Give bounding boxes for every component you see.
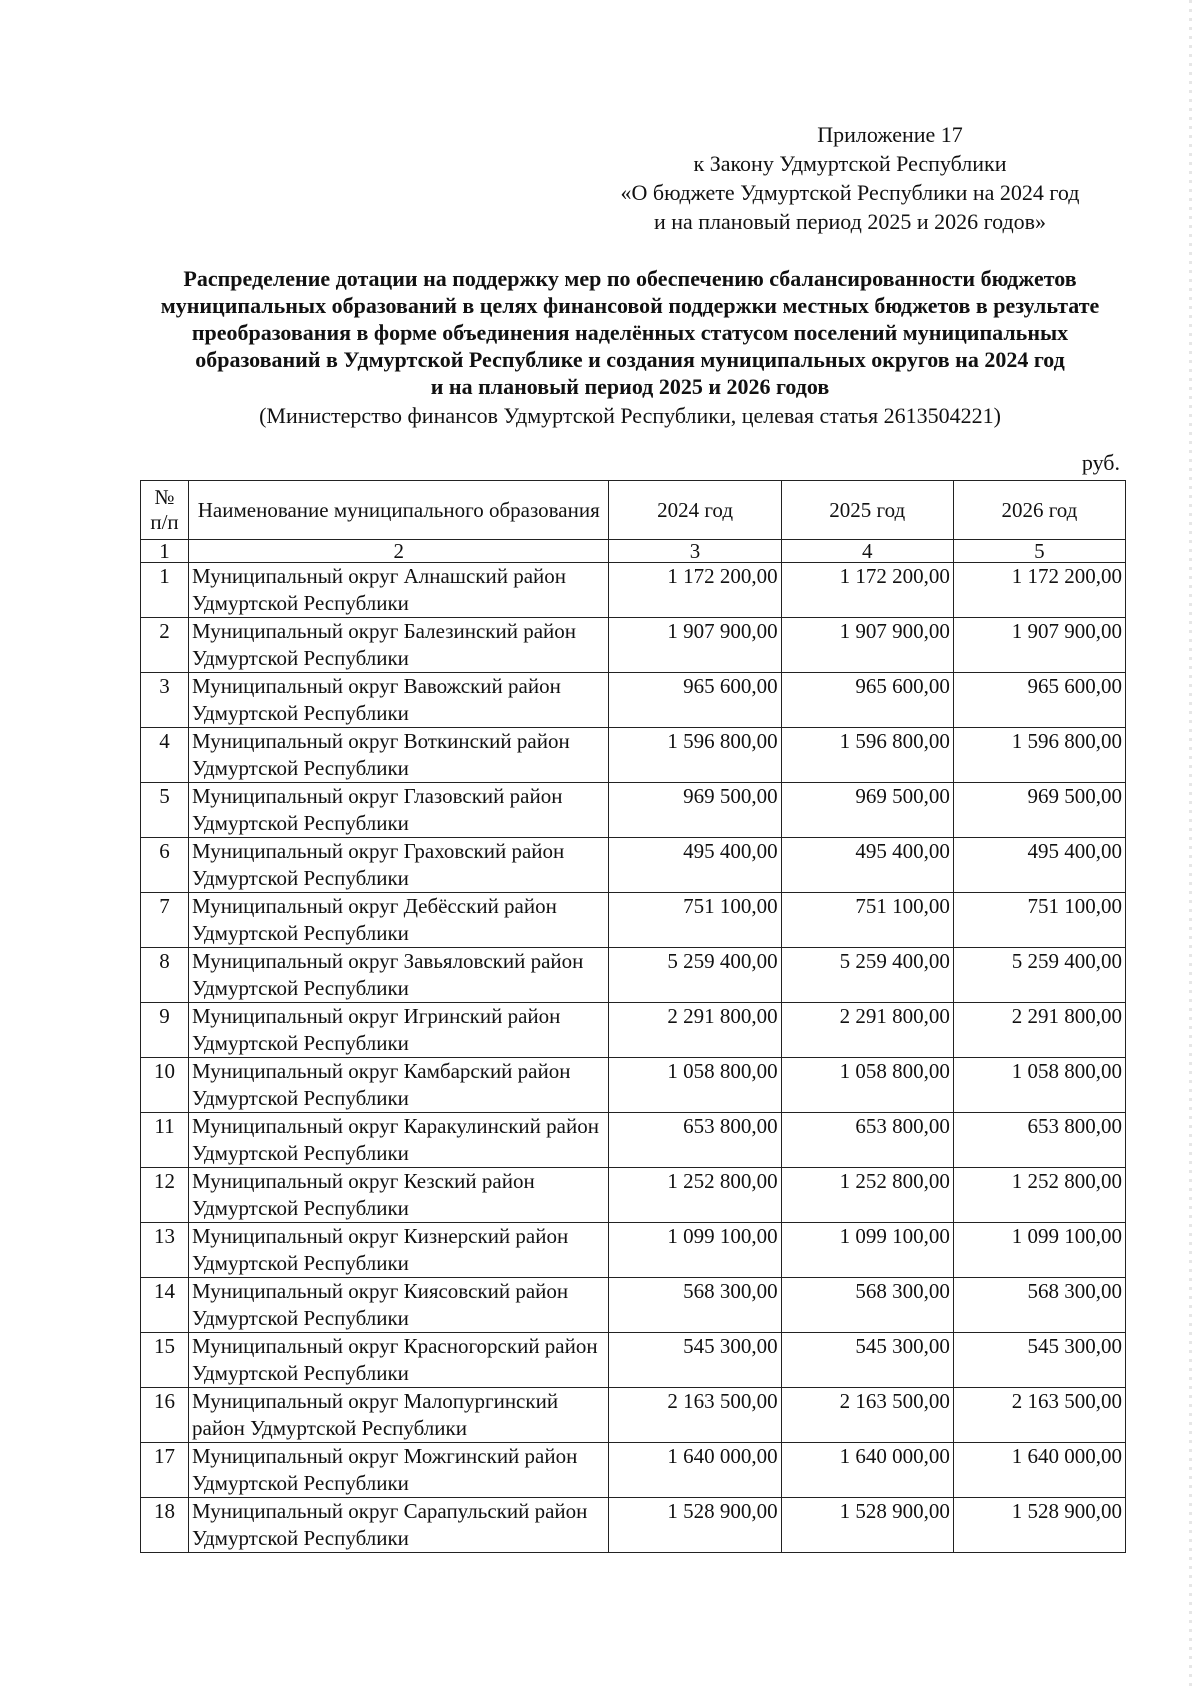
- value-2026-cell: 1 099 100,00: [953, 1223, 1125, 1278]
- value-2024-cell: 2 291 800,00: [609, 1003, 781, 1058]
- value-2024-cell: 965 600,00: [609, 673, 781, 728]
- index-cell: 5: [953, 540, 1125, 563]
- row-number-cell: 3: [141, 673, 189, 728]
- header-2026: 2026 год: [953, 481, 1125, 540]
- row-number-cell: 4: [141, 728, 189, 783]
- value-2024-cell: 1 596 800,00: [609, 728, 781, 783]
- value-2024-cell: 969 500,00: [609, 783, 781, 838]
- index-cell: 1: [141, 540, 189, 563]
- value-2024-cell: 1 172 200,00: [609, 563, 781, 618]
- value-2025-cell: 965 600,00: [781, 673, 953, 728]
- value-2025-cell: 545 300,00: [781, 1333, 953, 1388]
- value-2024-cell: 1 099 100,00: [609, 1223, 781, 1278]
- value-2026-cell: 1 640 000,00: [953, 1443, 1125, 1498]
- title-line-4: образований в Удмуртской Республике и создания муниципальных округов на 2024 год: [195, 347, 1065, 372]
- municipality-name-cell: Муниципальный округ Вавожский район Удмуртской Республики: [189, 673, 609, 728]
- row-number-cell: 7: [141, 893, 189, 948]
- row-number-cell: 16: [141, 1388, 189, 1443]
- value-2026-cell: 1 058 800,00: [953, 1058, 1125, 1113]
- table-header-row: [141, 481, 1126, 540]
- municipality-name-cell: Муниципальный округ Алнашский район Удмуртской Республики: [189, 563, 609, 618]
- value-2025-cell: 1 528 900,00: [781, 1498, 953, 1553]
- index-cell: 3: [609, 540, 781, 563]
- value-2024-cell: 653 800,00: [609, 1113, 781, 1168]
- value-2026-cell: 653 800,00: [953, 1113, 1125, 1168]
- row-number-cell: 13: [141, 1223, 189, 1278]
- table-row: [141, 1443, 1126, 1498]
- value-2024-cell: 1 640 000,00: [609, 1443, 781, 1498]
- row-number-cell: 15: [141, 1333, 189, 1388]
- row-number-cell: 6: [141, 838, 189, 893]
- table-row: [141, 1003, 1126, 1058]
- appendix-line-1: Приложение 17: [817, 122, 963, 147]
- value-2026-cell: 1 596 800,00: [953, 728, 1125, 783]
- currency-unit: руб.: [1081, 450, 1120, 475]
- municipality-name-cell: Муниципальный округ Дебёсский район Удмуртской Республики: [189, 893, 609, 948]
- document-title: [140, 265, 1120, 400]
- value-2024-cell: 751 100,00: [609, 893, 781, 948]
- value-2025-cell: 1 252 800,00: [781, 1168, 953, 1223]
- table-row: [141, 563, 1126, 618]
- value-2025-cell: 969 500,00: [781, 783, 953, 838]
- value-2025-cell: 1 640 000,00: [781, 1443, 953, 1498]
- index-cell: 2: [189, 540, 609, 563]
- municipality-name-cell: Муниципальный округ Кизнерский район Удмуртской Республики: [189, 1223, 609, 1278]
- table-row: [141, 1388, 1126, 1443]
- row-number-cell: 9: [141, 1003, 189, 1058]
- value-2025-cell: 1 172 200,00: [781, 563, 953, 618]
- municipality-name-cell: Муниципальный округ Балезинский район Удмуртской Республики: [189, 618, 609, 673]
- value-2024-cell: 495 400,00: [609, 838, 781, 893]
- value-2026-cell: 965 600,00: [953, 673, 1125, 728]
- municipality-name-cell: Муниципальный округ Камбарский район Удмуртской Республики: [189, 1058, 609, 1113]
- table-row: [141, 1168, 1126, 1223]
- value-2026-cell: 2 291 800,00: [953, 1003, 1125, 1058]
- table-index-row: [141, 540, 1126, 563]
- table-row: [141, 893, 1126, 948]
- row-number-cell: 14: [141, 1278, 189, 1333]
- header-2025: 2025 год: [781, 481, 953, 540]
- value-2025-cell: 1 058 800,00: [781, 1058, 953, 1113]
- value-2026-cell: 969 500,00: [953, 783, 1125, 838]
- appendix-line-3: «О бюджете Удмуртской Республики на 2024 год: [620, 180, 1080, 205]
- value-2026-cell: 1 252 800,00: [953, 1168, 1125, 1223]
- table-row: [141, 1498, 1126, 1553]
- row-number-cell: 18: [141, 1498, 189, 1553]
- table-row: [141, 1223, 1126, 1278]
- table-row: [141, 948, 1126, 1003]
- value-2026-cell: 1 907 900,00: [953, 618, 1125, 673]
- value-2024-cell: 1 528 900,00: [609, 1498, 781, 1553]
- title-line-5: и на плановый период 2025 и 2026 годов: [430, 374, 830, 399]
- value-2025-cell: 495 400,00: [781, 838, 953, 893]
- municipality-name-cell: Муниципальный округ Завьяловский район Удмуртской Республики: [189, 948, 609, 1003]
- table-row: [141, 1113, 1126, 1168]
- value-2026-cell: 2 163 500,00: [953, 1388, 1125, 1443]
- value-2026-cell: 1 528 900,00: [953, 1498, 1125, 1553]
- value-2024-cell: 5 259 400,00: [609, 948, 781, 1003]
- table-row: [141, 1278, 1126, 1333]
- value-2024-cell: 2 163 500,00: [609, 1388, 781, 1443]
- table-row: [141, 728, 1126, 783]
- value-2024-cell: 1 907 900,00: [609, 618, 781, 673]
- municipality-name-cell: Муниципальный округ Каракулинский район Удмуртской Республики: [189, 1113, 609, 1168]
- value-2025-cell: 1 596 800,00: [781, 728, 953, 783]
- value-2025-cell: 568 300,00: [781, 1278, 953, 1333]
- header-name: Наименование муниципального образования: [189, 481, 609, 540]
- value-2024-cell: 1 252 800,00: [609, 1168, 781, 1223]
- municipality-name-cell: Муниципальный округ Киясовский район Удмуртской Республики: [189, 1278, 609, 1333]
- value-2026-cell: 1 172 200,00: [953, 563, 1125, 618]
- table-row: [141, 838, 1126, 893]
- value-2025-cell: 751 100,00: [781, 893, 953, 948]
- municipality-name-cell: Муниципальный округ Можгинский район Удмуртской Республики: [189, 1443, 609, 1498]
- municipality-name-cell: Муниципальный округ Сарапульский район Удмуртской Республики: [189, 1498, 609, 1553]
- row-number-cell: 2: [141, 618, 189, 673]
- header-number-line-2: п/п: [150, 510, 179, 534]
- municipality-name-cell: Муниципальный округ Малопургинский район Удмуртской Республики: [189, 1388, 609, 1443]
- row-number-cell: 11: [141, 1113, 189, 1168]
- title-line-1: Распределение дотации на поддержку мер по обеспечению сбалансированности бюджетов: [183, 266, 1077, 291]
- value-2025-cell: 2 291 800,00: [781, 1003, 953, 1058]
- row-number-cell: 10: [141, 1058, 189, 1113]
- row-number-cell: 17: [141, 1443, 189, 1498]
- scan-edge-artifact: [1189, 0, 1192, 1686]
- document-subtitle: (Министерство финансов Удмуртской Республики, целевая статья 2613504221): [259, 403, 1001, 428]
- municipality-name-cell: Муниципальный округ Граховский район Удмуртской Республики: [189, 838, 609, 893]
- table-body: [141, 563, 1126, 1553]
- municipality-name-cell: Муниципальный округ Красногорский район Удмуртской Республики: [189, 1333, 609, 1388]
- header-number-line-1: №: [154, 485, 175, 509]
- title-line-3: преобразования в форме объединения наделённых статусом поселений муниципальных: [191, 320, 1069, 345]
- value-2025-cell: 2 163 500,00: [781, 1388, 953, 1443]
- budget-table: [140, 480, 1126, 1553]
- appendix-line-2: к Закону Удмуртской Республики: [693, 151, 1007, 176]
- value-2026-cell: 568 300,00: [953, 1278, 1125, 1333]
- appendix-line-4: и на плановый период 2025 и 2026 годов»: [653, 209, 1047, 234]
- appendix-header: [600, 120, 1100, 236]
- table-row: [141, 1058, 1126, 1113]
- municipality-name-cell: Муниципальный округ Кезский район Удмуртской Республики: [189, 1168, 609, 1223]
- value-2026-cell: 545 300,00: [953, 1333, 1125, 1388]
- title-line-2: муниципальных образований в целях финансовой поддержки местных бюджетов в результате: [160, 293, 1100, 318]
- table-row: [141, 618, 1126, 673]
- municipality-name-cell: Муниципальный округ Воткинский район Удмуртской Республики: [189, 728, 609, 783]
- value-2026-cell: 751 100,00: [953, 893, 1125, 948]
- table-row: [141, 673, 1126, 728]
- index-cell: 4: [781, 540, 953, 563]
- row-number-cell: 8: [141, 948, 189, 1003]
- value-2025-cell: 1 099 100,00: [781, 1223, 953, 1278]
- value-2025-cell: 5 259 400,00: [781, 948, 953, 1003]
- value-2026-cell: 495 400,00: [953, 838, 1125, 893]
- row-number-cell: 5: [141, 783, 189, 838]
- value-2024-cell: 1 058 800,00: [609, 1058, 781, 1113]
- municipality-name-cell: Муниципальный округ Глазовский район Удмуртской Республики: [189, 783, 609, 838]
- value-2025-cell: 653 800,00: [781, 1113, 953, 1168]
- row-number-cell: 1: [141, 563, 189, 618]
- value-2024-cell: 545 300,00: [609, 1333, 781, 1388]
- row-number-cell: 12: [141, 1168, 189, 1223]
- table-row: [141, 1333, 1126, 1388]
- value-2025-cell: 1 907 900,00: [781, 618, 953, 673]
- value-2026-cell: 5 259 400,00: [953, 948, 1125, 1003]
- value-2024-cell: 568 300,00: [609, 1278, 781, 1333]
- table-row: [141, 783, 1126, 838]
- header-number: [141, 481, 189, 540]
- header-2024: 2024 год: [609, 481, 781, 540]
- municipality-name-cell: Муниципальный округ Игринский район Удмуртской Республики: [189, 1003, 609, 1058]
